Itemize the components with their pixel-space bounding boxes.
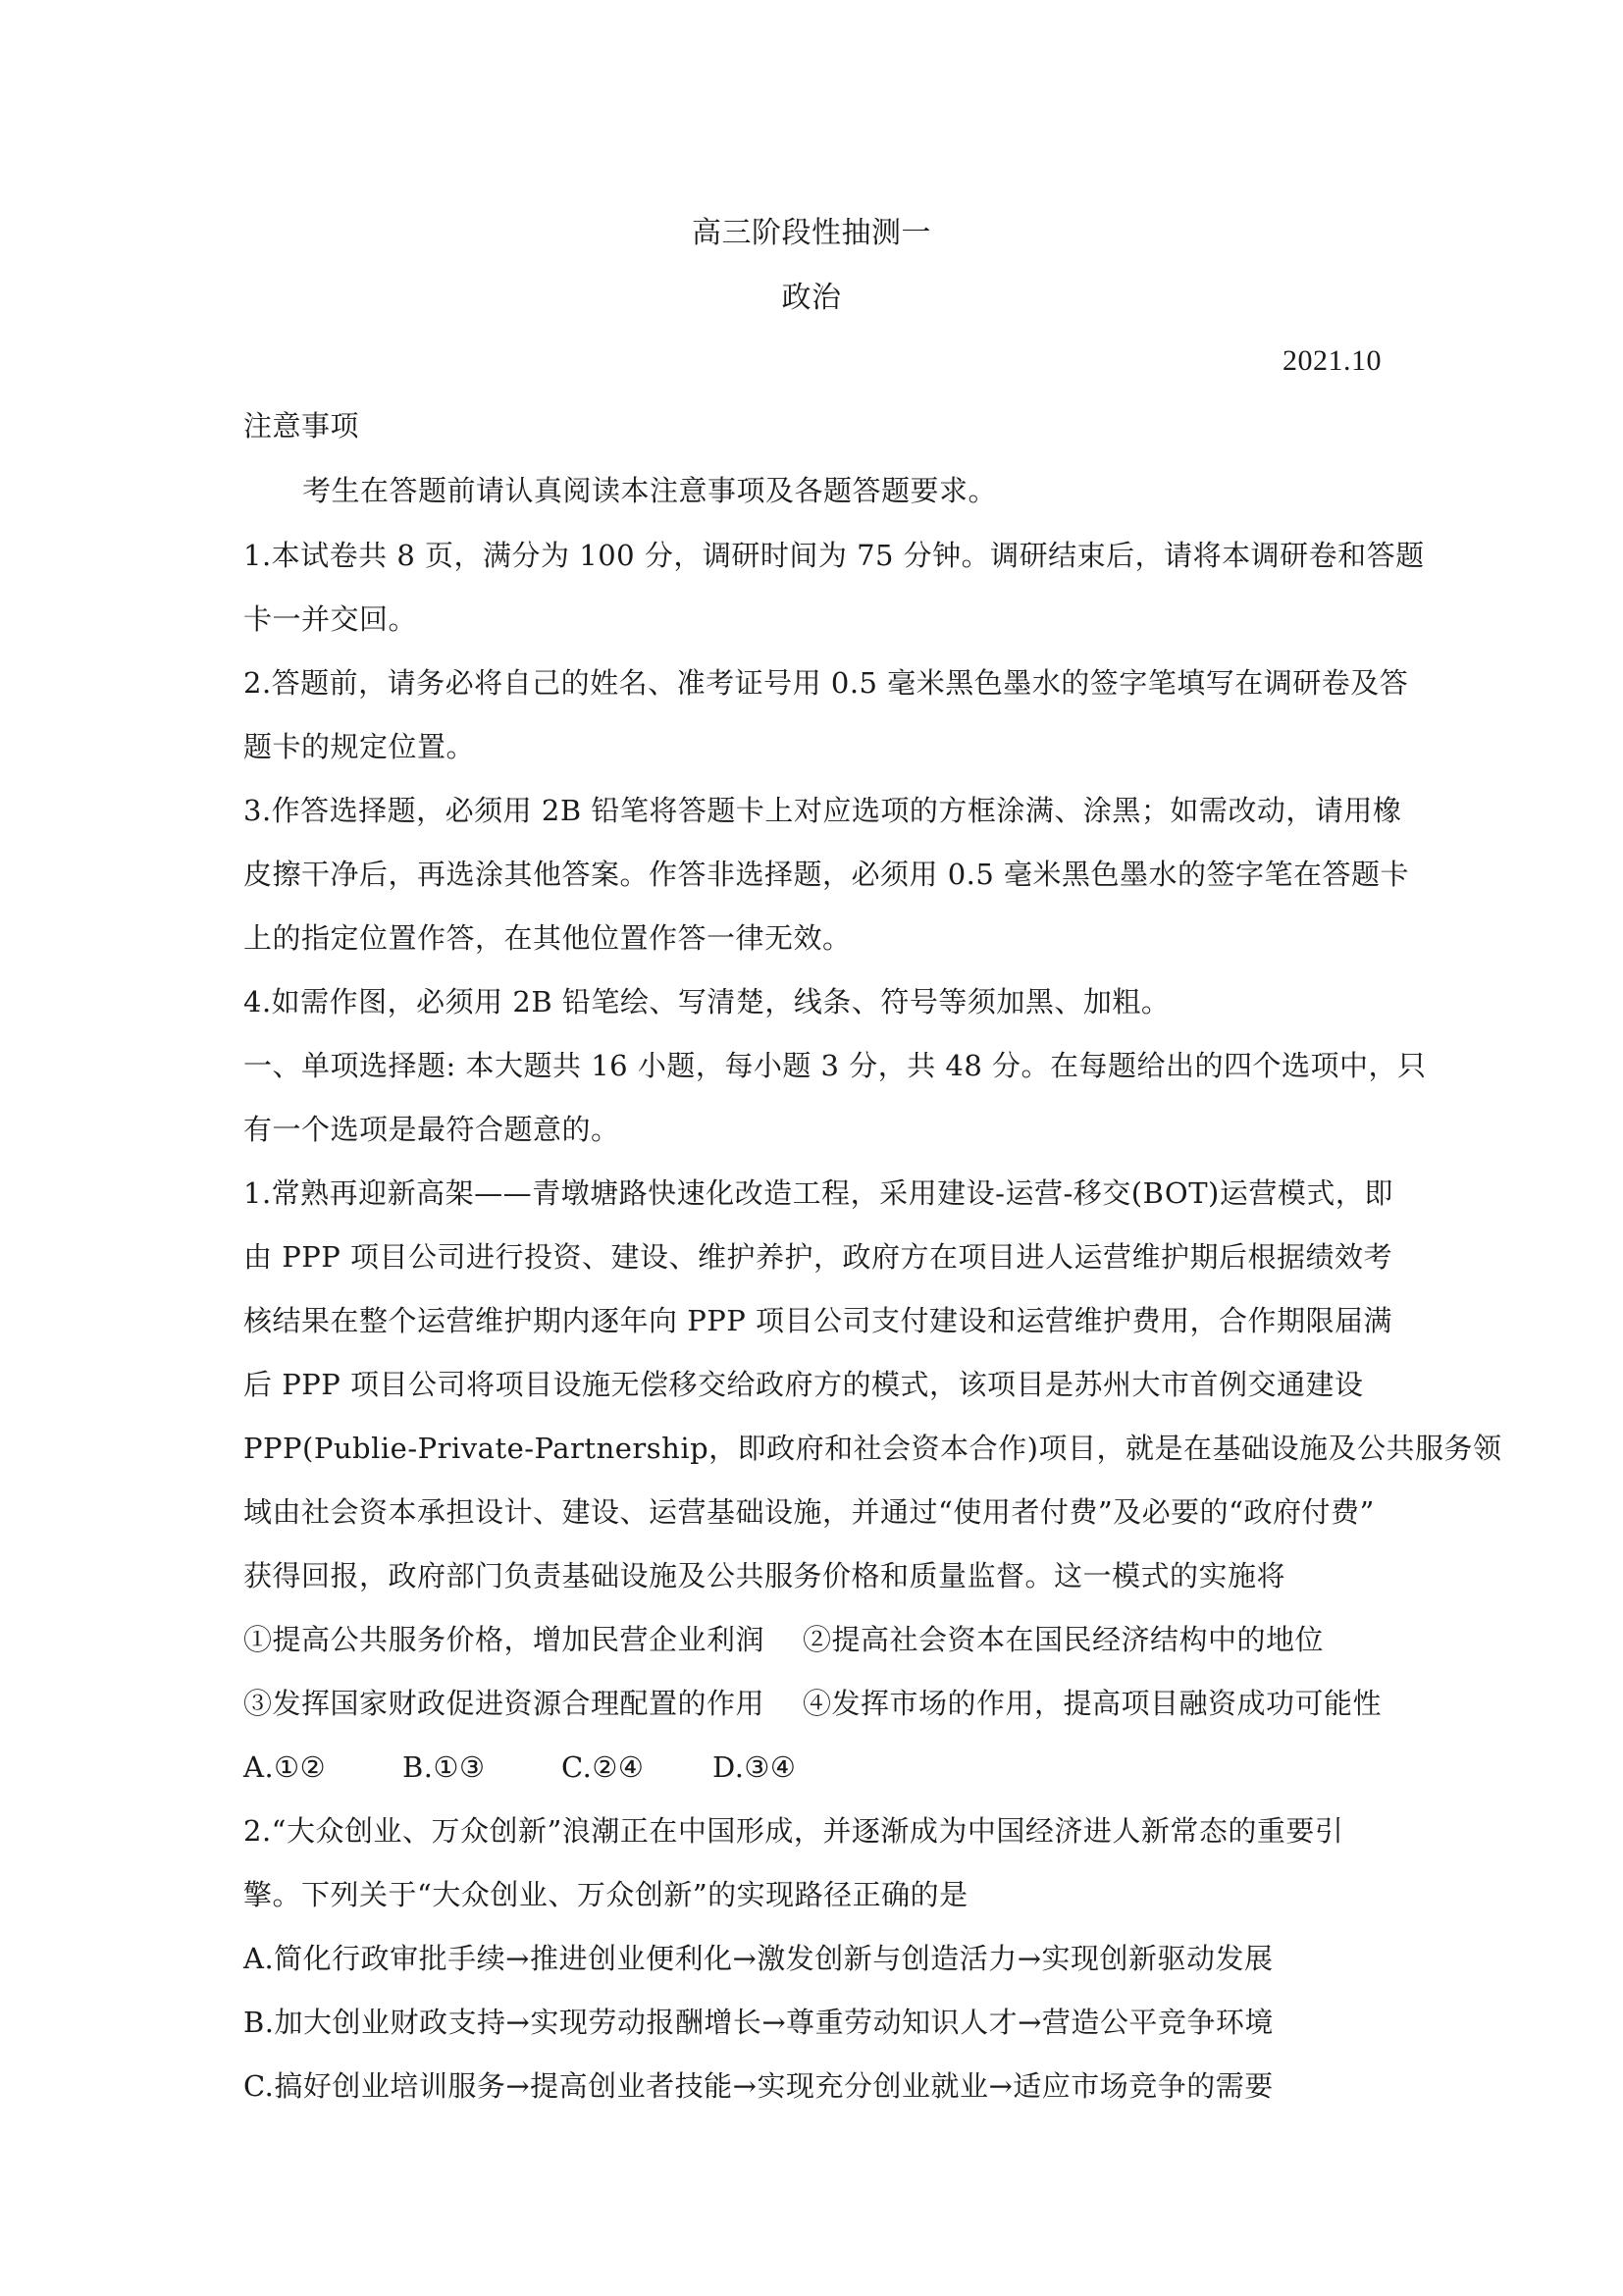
question-1-text: 域由社会资本承担设计、建设、运营基础设施，并通过“使用者付费”及必要的“政府付费” — [243, 1495, 1375, 1529]
notice-line: 题卡的规定位置。 — [243, 730, 476, 763]
notice-heading: 注意事项 — [243, 409, 360, 443]
question-1-option-a: A.①② — [243, 1750, 327, 1784]
exam-subject: 政治 — [781, 281, 842, 315]
section-heading: 一、单项选择题: 本大题共 16 小题，每小题 3 分，共 48 分。在每题给出的四个选项中，只 — [243, 1049, 1427, 1082]
section-heading: 有一个选项是最符合题意的。 — [243, 1113, 620, 1146]
question-1-text: 后 PPP 项目公司将项目设施无偿移交给政府方的模式，该项目是苏州大市首例交通建设 — [243, 1368, 1364, 1401]
question-1-statement: ②提高社会资本在国民经济结构中的地位 — [803, 1623, 1325, 1656]
question-2-option-b: B.加大创业财政支持→实现劳动报酬增长→尊重劳动知识人才→营造公平竞争环境 — [243, 2006, 1274, 2039]
question-1-text: PPP(Publie-Private-Partnership，即政府和社会资本合作)项目，就是在基础设施及公共服务领 — [243, 1432, 1502, 1465]
exam-date: 2021.10 — [1283, 344, 1382, 377]
question-2-option-a: A.简化行政审批手续→推进创业便利化→激发创新与创造活力→实现创新驱动发展 — [243, 1942, 1274, 1975]
notice-line: 卡一并交回。 — [243, 602, 418, 636]
question-1-statement: ①提高公共服务价格，增加民营企业利润 — [243, 1623, 765, 1656]
notice-line: 皮擦干净后，再选涂其他答案。作答非选择题，必须用 0.5 毫米黑色墨水的签字笔在答题卡 — [243, 858, 1410, 891]
question-1-text: 1.常熟再迎新高架——青墩塘路快速化改造工程，采用建设-运营-移交(BOT)运营模式，即 — [243, 1176, 1393, 1210]
question-1-option-c: C.②④ — [561, 1750, 645, 1784]
exam-title: 高三阶段性抽测一 — [692, 216, 931, 250]
notice-line: 3.作答选择题，必须用 2B 铅笔将答题卡上对应选项的方框涂满、涂黑；如需改动，请用橡 — [243, 794, 1402, 827]
question-1-statement: ③发挥国家财政促进资源合理配置的作用 — [243, 1687, 765, 1720]
question-1-option-d: D.③④ — [712, 1750, 797, 1784]
notice-line: 2.答题前，请务必将自己的姓名、准考证号用 0.5 毫米黑色墨水的签字笔填写在调研卷及答 — [243, 666, 1409, 700]
question-1-statement: ④发挥市场的作用，提高项目融资成功可能性 — [803, 1687, 1383, 1720]
notice-line: 1.本试卷共 8 页，满分为 100 分，调研时间为 75 分钟。调研结束后，请将本调研卷和答题 — [243, 539, 1425, 572]
question-2-option-c: C.搞好创业培训服务→提高创业者技能→实现充分创业就业→适应市场竞争的需要 — [243, 2069, 1274, 2103]
notice-line: 4.如需作图，必须用 2B 铅笔绘、写清楚，线条、符号等须加黑、加粗。 — [243, 985, 1171, 1018]
question-2-text: 擎。下列关于“大众创业、万众创新”的实现路径正确的是 — [243, 1878, 969, 1911]
question-1-text: 由 PPP 项目公司进行投资、建设、维护养护，政府方在项目进人运营维护期后根据绩效考 — [243, 1240, 1392, 1274]
question-1-text: 获得回报，政府部门负责基础设施及公共服务价格和质量监督。这一模式的实施将 — [243, 1559, 1286, 1592]
notice-intro: 考生在答题前请认真阅读本注意事项及各题答题要求。 — [302, 474, 998, 507]
notice-line: 上的指定位置作答，在其他位置作答一律无效。 — [243, 921, 852, 955]
question-1-option-b: B.①③ — [402, 1750, 486, 1784]
question-1-text: 核结果在整个运营维护期内逐年向 PPP 项目公司支付建设和运营维护费用，合作期限届满 — [243, 1304, 1392, 1337]
question-2-text: 2.“大众创业、万众创新”浪潮正在中国形成，并逐渐成为中国经济进人新常态的重要引 — [243, 1814, 1344, 1848]
